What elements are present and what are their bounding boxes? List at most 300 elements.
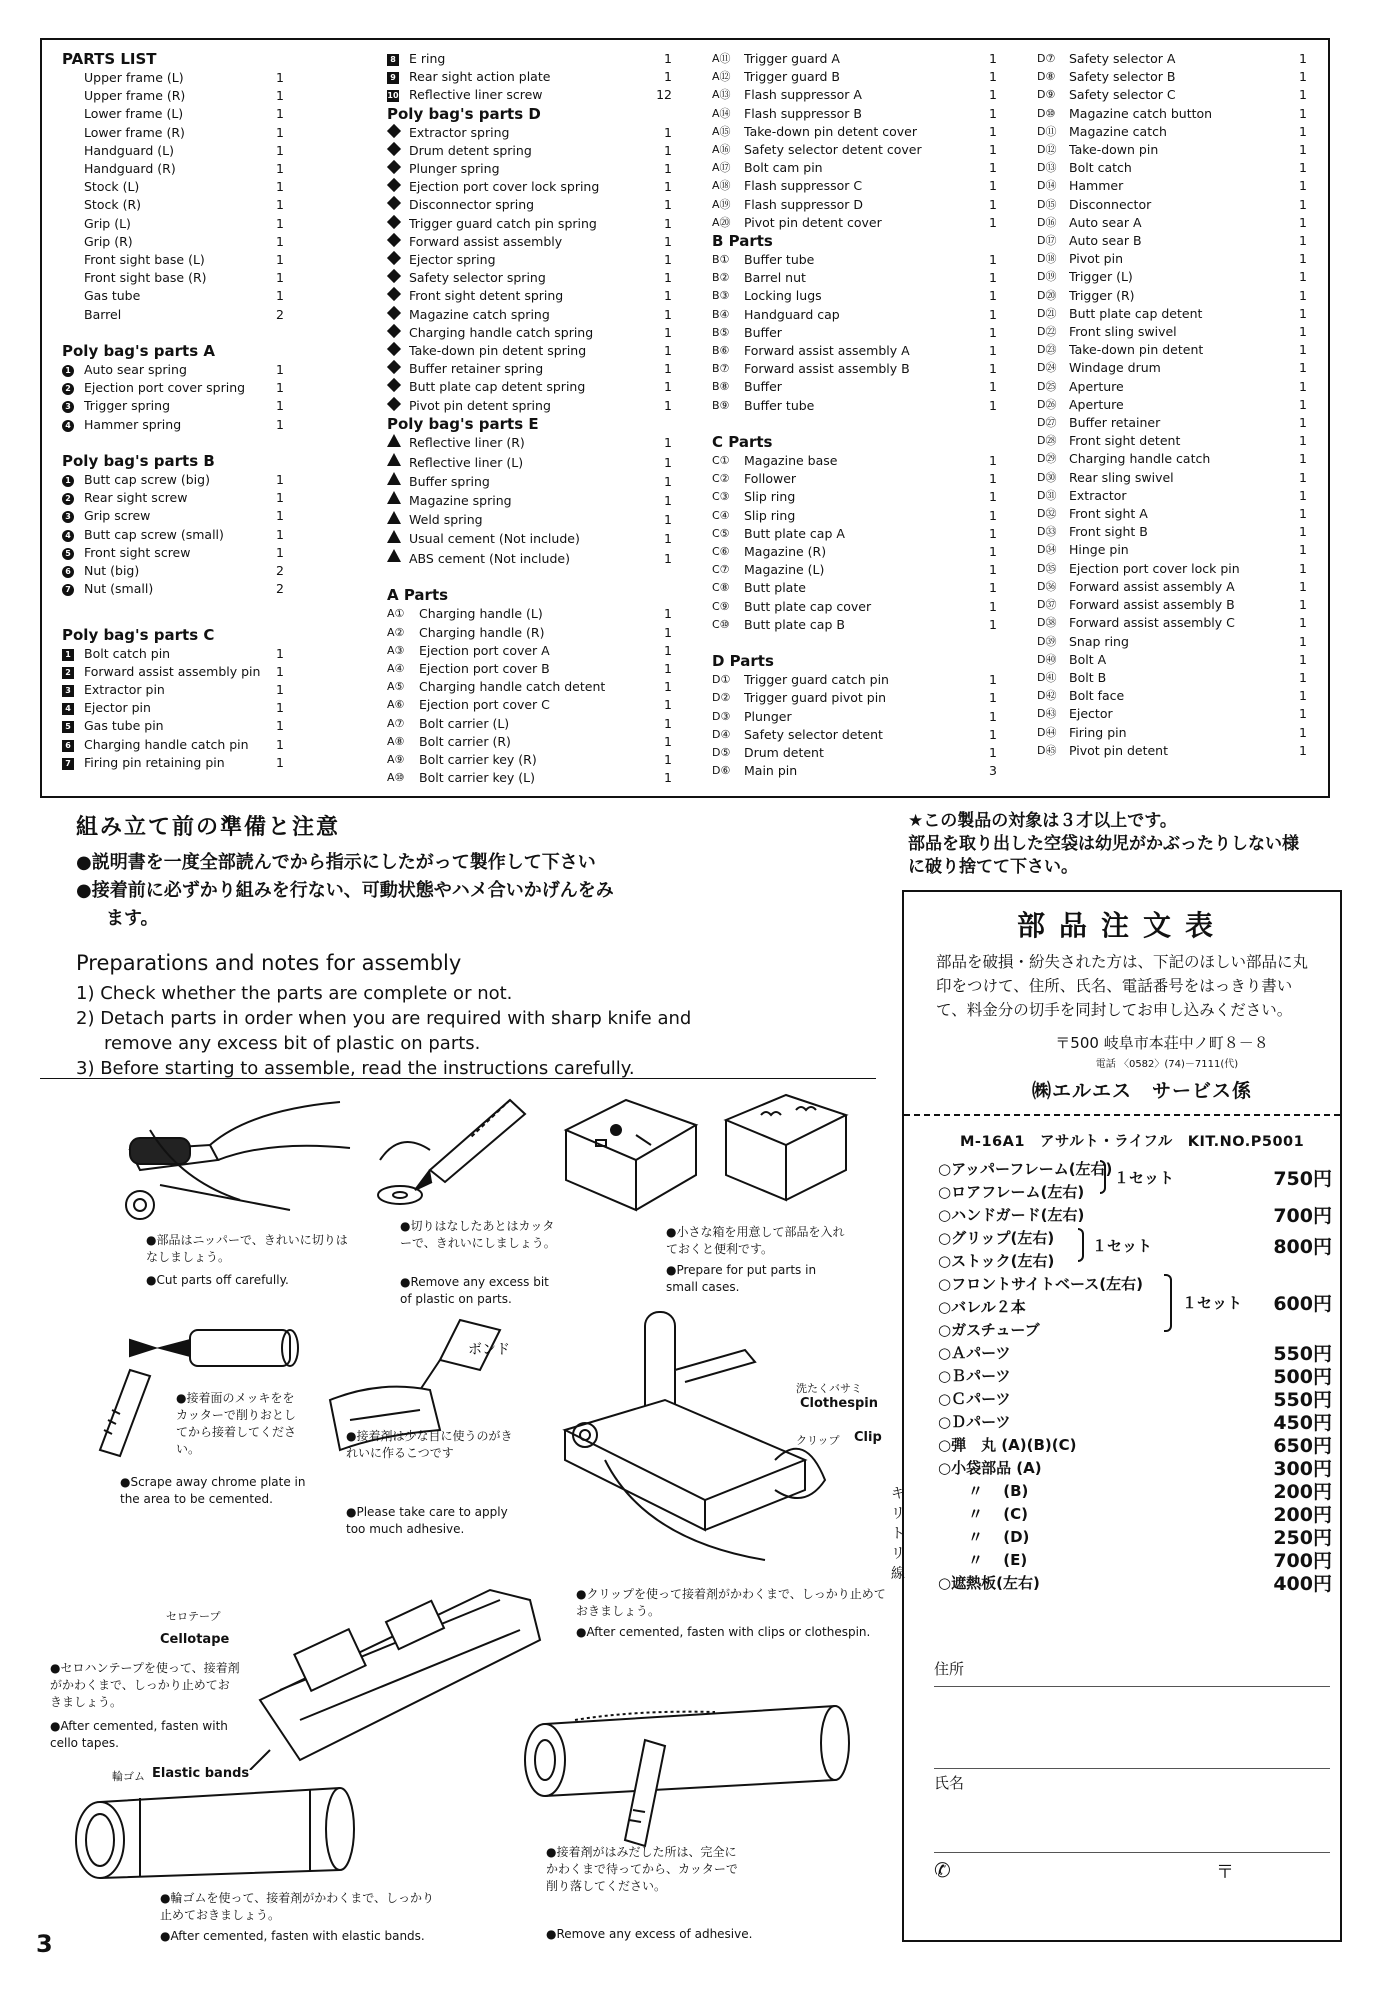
parts-section-title: A Parts (387, 586, 449, 605)
parts-row (62, 717, 284, 735)
part-qty: 12 (656, 87, 672, 103)
order-company: ㈱エルエス サービス係 (1031, 1080, 1252, 1102)
bullet-square-icon: 8 (387, 54, 399, 66)
part-number: D㉔ (1037, 361, 1057, 375)
bullet-square-icon: 9 (387, 72, 399, 84)
parts-section-title: B Parts (712, 232, 773, 251)
parts-section-title: PARTS LIST (62, 50, 157, 68)
parts-row (387, 287, 672, 305)
bullet-circle-icon: 3 (62, 401, 74, 413)
parts-row (712, 342, 997, 360)
part-name: Nut (small) (84, 581, 154, 597)
part-name: Take-down pin detent (1069, 342, 1204, 358)
part-qty: 1 (989, 489, 997, 505)
part-name: Pivot pin (1069, 251, 1123, 267)
part-qty: 1 (664, 142, 672, 158)
order-item-price: 700円 (1273, 1550, 1332, 1572)
part-number (387, 530, 409, 549)
parts-row (62, 233, 284, 251)
order-item-name[interactable]: ○ストック(左右) (938, 1252, 1055, 1270)
part-name: Lower frame (L) (84, 106, 184, 122)
part-name: Gas tube pin (84, 718, 164, 734)
part-qty: 1 (989, 726, 997, 742)
part-qty: 1 (664, 288, 672, 304)
part-name: Magazine catch (1069, 123, 1167, 139)
bullet-circle-icon: 2 (62, 493, 74, 505)
part-qty: 1 (276, 718, 284, 734)
parts-section-title: Poly bag's parts A (62, 342, 215, 361)
part-qty: 1 (1299, 469, 1307, 485)
bullet-diamond-icon (387, 397, 401, 411)
part-name: Slip ring (744, 507, 796, 523)
part-qty: 1 (276, 124, 284, 140)
part-number: A⑲ (712, 197, 731, 211)
parts-row (387, 124, 672, 142)
part-qty: 1 (1299, 378, 1307, 394)
part-name: Butt plate (744, 580, 806, 596)
parts-row (62, 287, 284, 305)
part-name: Flash suppressor A (744, 87, 862, 103)
part-qty: 1 (989, 306, 997, 322)
parts-row (387, 751, 672, 769)
part-name: Take-down pin detent spring (409, 343, 587, 359)
spacer (62, 598, 284, 616)
parts-section-title: Poly bag's parts E (387, 414, 539, 433)
parts-row (387, 605, 672, 623)
notes-en-2: 2) Detach parts in order when you are required with sharp knife and (76, 1008, 692, 1029)
order-description: 部品を破損・紛失された方は、下記のほしい部品に丸印をつけて、住所、氏名、電話番号をはっきり書いて、料金分の切手を同封してお申し込みください。 (936, 953, 1309, 1019)
order-item-price: 650円 (1273, 1435, 1332, 1457)
part-number: D㉗ (1037, 416, 1057, 430)
notes-jp-2b: ます。 (106, 908, 159, 929)
bullet-diamond-icon (387, 178, 401, 192)
part-number: D⑬ (1037, 161, 1057, 175)
part-name: Take-down pin (1069, 142, 1159, 158)
part-qty: 2 (276, 563, 284, 579)
part-name: Trigger guard catch pin spring (409, 215, 597, 231)
parts-column-3 (712, 50, 997, 780)
part-name: Bolt face (1069, 688, 1125, 704)
spacer (62, 324, 284, 342)
part-qty: 1 (1299, 706, 1307, 722)
parts-row (62, 754, 284, 772)
part-number: D⑧ (1037, 70, 1056, 84)
part-qty: 1 (276, 288, 284, 304)
notice-line-1: ★この製品の対象は３才以上です。 (908, 811, 1177, 831)
order-item-name[interactable]: ○フロントサイトベース(左右) (938, 1275, 1144, 1293)
parts-row (62, 507, 284, 525)
parts-row (387, 233, 672, 251)
part-qty: 1 (1299, 396, 1307, 412)
part-name: Extractor pin (84, 682, 165, 698)
part-qty: 1 (276, 215, 284, 231)
part-number: C⑩ (712, 617, 730, 631)
set-label-3: １セット (1182, 1294, 1243, 1312)
order-item-name[interactable]: 〃 (D) (938, 1528, 1030, 1546)
parts-row (1037, 86, 1307, 104)
parts-row (1037, 214, 1307, 232)
part-number (387, 511, 409, 530)
part-qty: 1 (989, 252, 997, 268)
order-item-name[interactable]: ○アッパーフレーム(左右) (938, 1160, 1113, 1178)
parts-row (387, 511, 672, 530)
parts-row (712, 196, 997, 214)
part-qty: 1 (1299, 51, 1307, 66)
part-number: C⑥ (712, 545, 730, 559)
part-number: B⑥ (712, 344, 730, 358)
bullet-triangle-icon (387, 549, 401, 562)
order-item-name[interactable]: ○ガスチューブ (938, 1321, 1040, 1339)
part-name: Front sight B (1069, 524, 1148, 540)
parts-row (62, 196, 284, 214)
order-item-name[interactable]: ○小袋部品 (A) (938, 1459, 1042, 1477)
parts-row (387, 215, 672, 233)
parts-row (1037, 341, 1307, 359)
parts-boxes-illustration (556, 1090, 856, 1220)
part-qty: 1 (664, 51, 672, 66)
parts-section-title: Poly bag's parts B (62, 452, 215, 471)
parts-row (1037, 651, 1307, 669)
part-number: D⑰ (1037, 234, 1057, 248)
parts-row (712, 762, 997, 780)
parts-row (1037, 396, 1307, 414)
part-number (387, 434, 409, 453)
part-name: Butt plate cap B (744, 616, 845, 632)
order-item-name[interactable]: ○Ｄパーツ (938, 1413, 1011, 1431)
cut-dashed-line (904, 1114, 1340, 1116)
spacer (62, 434, 284, 452)
order-item-name[interactable]: ○バレル２本 (938, 1298, 1026, 1316)
part-qty: 1 (664, 473, 672, 489)
part-qty: 1 (1299, 560, 1307, 576)
order-item-name[interactable]: ○弾 丸 (A)(B)(C) (938, 1436, 1077, 1454)
notes-jp-2: ●接着前に必ずかり組みを行ない、可動状態やハメ合いかげんをみ (76, 880, 614, 901)
parts-row (712, 561, 997, 579)
part-qty: 1 (664, 531, 672, 547)
part-name: Ejection port cover lock spring (409, 179, 600, 195)
part-name: Trigger guard pivot pin (744, 690, 887, 706)
parts-row (62, 306, 284, 324)
part-qty: 1 (989, 270, 997, 286)
set-price-1: 750円 (1273, 1168, 1332, 1190)
order-item-name[interactable]: ○Ｃパーツ (938, 1390, 1011, 1408)
part-name: Rear sight action plate (409, 69, 551, 85)
order-item-price: 400円 (1273, 1573, 1332, 1595)
part-number: A⑧ (387, 734, 405, 748)
part-number (62, 717, 84, 735)
part-qty: 1 (276, 179, 284, 195)
parts-row (1037, 50, 1307, 68)
part-qty: 2 (276, 581, 284, 597)
part-qty: 1 (1299, 524, 1307, 540)
parts-row (62, 580, 284, 598)
parts-row (387, 68, 672, 86)
part-number: A⑳ (712, 215, 731, 229)
parts-row (387, 196, 672, 214)
part-name: Ejection port cover B (419, 661, 550, 677)
order-item-price: 300円 (1273, 1458, 1332, 1480)
part-name: Follower (744, 471, 797, 487)
parts-row (1037, 505, 1307, 523)
parts-section-title: D Parts (712, 652, 774, 671)
parts-row (712, 671, 997, 689)
part-name: Handguard (L) (84, 142, 174, 158)
set-brace-2 (1078, 1228, 1084, 1262)
address-label: 住所 (934, 1660, 965, 1678)
part-number (62, 416, 84, 434)
part-name: Gas tube (84, 288, 141, 304)
parts-row (1037, 432, 1307, 450)
safety-notice (908, 810, 1338, 879)
part-number (387, 360, 409, 378)
parts-row (1037, 450, 1307, 468)
order-item-name[interactable]: ○Ｂパーツ (938, 1367, 1011, 1385)
parts-row (62, 699, 284, 717)
part-name: ABS cement (Not include) (409, 550, 570, 566)
parts-order-form (902, 890, 1342, 1942)
part-qty: 1 (1299, 615, 1307, 631)
parts-row (1037, 159, 1307, 177)
part-number: D⑮ (1037, 197, 1057, 211)
part-name: Stock (L) (84, 179, 140, 195)
parts-row (387, 397, 672, 415)
part-name: Stock (R) (84, 197, 142, 213)
parts-row (62, 416, 284, 434)
notes-jp-1: ●説明書を一度全部読んでから指示にしたがって製作して下さい (76, 852, 596, 873)
part-number: B② (712, 271, 730, 285)
parts-row (1037, 560, 1307, 578)
part-number: D㊴ (1037, 634, 1057, 648)
name-line (934, 1852, 1330, 1853)
bullet-diamond-icon (387, 233, 401, 247)
part-name: Bolt cam pin (744, 160, 823, 176)
notes-en-2b: remove any excess bit of plastic on parts. (104, 1033, 481, 1054)
part-number: A⑥ (387, 698, 405, 712)
part-qty: 1 (276, 508, 284, 524)
part-qty: 1 (664, 379, 672, 395)
part-qty: 1 (664, 397, 672, 413)
order-item-name[interactable]: ○遮熱板(左右) (938, 1574, 1040, 1592)
part-qty: 1 (1299, 214, 1307, 230)
spacer (712, 415, 997, 433)
parts-row (62, 142, 284, 160)
parts-row (712, 744, 997, 762)
part-name: Take-down pin detent cover (744, 123, 917, 139)
parts-row (62, 562, 284, 580)
parts-row (387, 549, 672, 568)
part-number (387, 306, 409, 324)
part-qty: 1 (664, 270, 672, 286)
part-number: A⑩ (387, 771, 405, 785)
part-number: D⑨ (1037, 88, 1056, 102)
part-qty: 1 (1299, 506, 1307, 522)
clip-label: Clip (854, 1430, 882, 1445)
part-number: D㉒ (1037, 325, 1057, 339)
part-qty: 1 (989, 324, 997, 340)
part-name: Safety selector B (1069, 69, 1176, 85)
set-price-3: 600円 (1273, 1293, 1332, 1315)
bullet-circle-icon: 2 (62, 383, 74, 395)
parts-row (1037, 177, 1307, 195)
part-name: Magazine (R) (744, 544, 827, 560)
bullet-triangle-icon (387, 530, 401, 543)
caption-7-jp: ●セロハンテープを使って、接着剤がかわくまで、しっかり止めておきましょう。 (50, 1661, 240, 1709)
part-qty: 1 (1299, 342, 1307, 358)
part-qty: 1 (276, 197, 284, 213)
part-qty: 1 (1299, 178, 1307, 194)
part-number: B① (712, 253, 730, 267)
part-qty: 1 (1299, 269, 1307, 285)
part-name: Extractor spring (409, 124, 510, 140)
part-name: Buffer (744, 324, 782, 340)
parts-row (1037, 669, 1307, 687)
parts-row (62, 645, 284, 663)
part-number: B⑨ (712, 398, 730, 412)
part-qty: 1 (989, 507, 997, 523)
part-qty: 1 (989, 745, 997, 761)
part-qty: 1 (1299, 724, 1307, 740)
bullet-diamond-icon (387, 215, 401, 229)
part-number: D㉜ (1037, 507, 1057, 521)
part-name: Barrel (84, 306, 122, 322)
part-number: D㉙ (1037, 452, 1057, 466)
parts-row (387, 678, 672, 696)
part-number: D㊷ (1037, 689, 1057, 703)
part-name: Charging handle (L) (419, 606, 543, 622)
bullet-circle-icon: 7 (62, 584, 74, 596)
part-name: E ring (409, 51, 446, 66)
part-name: Pivot pin detent (1069, 742, 1168, 758)
set-label-1: １セット (1114, 1169, 1175, 1187)
order-address: 〒500 岐阜市本荘中ノ町８－８ (1055, 1034, 1269, 1052)
part-qty: 1 (989, 708, 997, 724)
parts-row (712, 397, 997, 415)
part-qty: 1 (276, 526, 284, 542)
part-number: C⑤ (712, 526, 730, 540)
part-name: Ejection port cover spring (84, 380, 246, 396)
part-qty: 1 (276, 380, 284, 396)
part-number (387, 269, 409, 287)
parts-row (387, 324, 672, 342)
parts-row (1037, 359, 1307, 377)
part-number: D㉑ (1037, 306, 1057, 320)
order-item-price: 200円 (1273, 1481, 1332, 1503)
part-qty: 1 (664, 179, 672, 195)
parts-row (712, 177, 997, 195)
part-number: D② (712, 691, 731, 705)
part-name: Safety selector A (1069, 51, 1176, 66)
part-qty: 1 (664, 512, 672, 528)
part-qty: 1 (664, 752, 672, 768)
order-item-price: 700円 (1273, 1205, 1332, 1227)
part-qty: 1 (276, 70, 284, 85)
parts-row (1037, 724, 1307, 742)
elastic-label: Elastic bands (152, 1766, 250, 1781)
part-name: Charging handle catch detent (419, 679, 606, 695)
part-name: Trigger (L) (1069, 269, 1133, 285)
part-number (387, 397, 409, 415)
part-number (387, 491, 409, 510)
parts-row (712, 488, 997, 506)
bullet-circle-icon: 4 (62, 420, 74, 432)
part-qty: 1 (664, 454, 672, 470)
part-qty: 1 (276, 142, 284, 158)
part-qty: 1 (664, 233, 672, 249)
part-qty: 1 (989, 196, 997, 212)
parts-row (712, 214, 997, 232)
part-name: Front sight base (L) (84, 252, 205, 268)
parts-row (387, 530, 672, 549)
address-line-2 (934, 1768, 1330, 1769)
parts-row (62, 160, 284, 178)
parts-row (712, 105, 997, 123)
part-name: Aperture (1069, 396, 1124, 412)
order-item-name[interactable]: 〃 (C) (938, 1505, 1028, 1523)
parts-row (1037, 68, 1307, 86)
part-number: D㊳ (1037, 616, 1057, 630)
parts-column-1 (62, 50, 284, 772)
parts-row (62, 178, 284, 196)
bullet-square-icon: 2 (62, 667, 74, 679)
part-number (62, 645, 84, 663)
part-qty: 1 (276, 472, 284, 488)
bullet-diamond-icon (387, 160, 401, 174)
part-qty: 1 (664, 550, 672, 566)
name-label: 氏名 (934, 1774, 965, 1792)
order-item-name[interactable]: ○グリップ(左右) (938, 1229, 1055, 1247)
parts-row (1037, 287, 1307, 305)
part-number (62, 361, 84, 379)
clip-jp-label: クリップ (796, 1434, 840, 1447)
part-name: Trigger guard B (744, 69, 841, 85)
order-item-name[interactable]: ○Ａパーツ (938, 1344, 1011, 1362)
part-name: Magazine base (744, 453, 838, 469)
bullet-square-icon: 3 (62, 685, 74, 697)
order-item-name[interactable]: ○ハンドガード(左右) (938, 1206, 1085, 1224)
parts-row (712, 378, 997, 396)
part-number: D㉕ (1037, 379, 1057, 393)
set-price-2: 800円 (1273, 1236, 1332, 1258)
bullet-square-icon: 6 (62, 740, 74, 752)
order-item-name[interactable]: 〃 (E) (938, 1551, 1028, 1569)
order-item-name[interactable]: 〃 (B) (938, 1482, 1029, 1500)
parts-row (712, 543, 997, 561)
part-qty: 1 (989, 397, 997, 413)
part-name: Firing pin retaining pin (84, 754, 225, 770)
parts-row (62, 489, 284, 507)
part-number: A⑯ (712, 143, 731, 157)
part-name: Bolt B (1069, 669, 1107, 685)
parts-row (387, 378, 672, 396)
part-qty: 1 (664, 679, 672, 695)
order-item-name[interactable]: ○ロアフレーム(左右) (938, 1183, 1085, 1201)
part-name: Magazine spring (409, 492, 512, 508)
part-qty: 1 (276, 700, 284, 716)
parts-row (387, 453, 672, 472)
clothespin-label: Clothespin (800, 1396, 878, 1411)
part-number: D㊸ (1037, 707, 1057, 721)
part-name: Handguard (R) (84, 161, 176, 177)
part-number (387, 215, 409, 233)
part-name: Bolt carrier key (R) (419, 752, 537, 768)
part-name: Grip (L) (84, 215, 131, 231)
parts-row (1037, 614, 1307, 632)
part-number: A⑫ (712, 70, 731, 84)
part-name: Drum detent (744, 745, 824, 761)
part-number: B④ (712, 307, 730, 321)
part-name: Trigger spring (84, 398, 170, 414)
part-name: Rear sight screw (84, 490, 188, 506)
